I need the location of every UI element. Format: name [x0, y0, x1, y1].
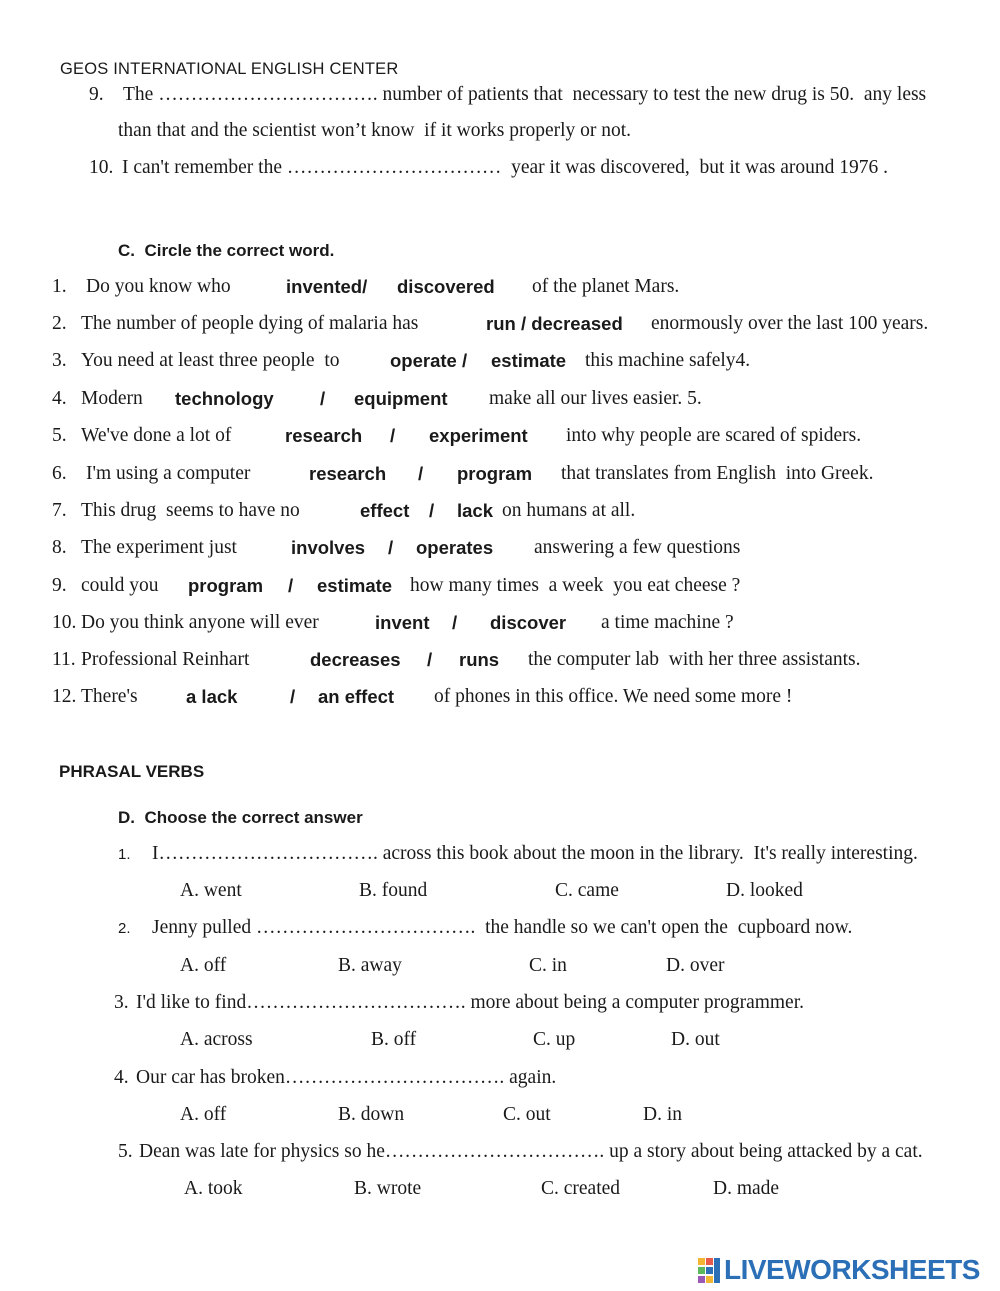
c-item-8-number: 8.: [52, 537, 67, 558]
c-item-10-rest: a time machine ?: [601, 612, 734, 633]
c-item-12-rest: of phones in this office. We need some more !: [434, 686, 793, 707]
c-item-4-option-a[interactable]: technology: [175, 388, 274, 409]
c-item-1-text: Do you know who: [86, 276, 231, 297]
d-question-1-number: 1.: [118, 846, 131, 863]
c-item-6-text: I'm using a computer: [86, 463, 251, 484]
d-question-5-option-d[interactable]: D. made: [713, 1178, 780, 1199]
c-item-5-rest: into why people are scared of spiders.: [566, 425, 862, 446]
c-item-8-option-a[interactable]: involves: [291, 537, 366, 558]
c-item-9-number: 9.: [52, 575, 67, 596]
c-item-7-rest: on humans at all.: [502, 500, 636, 521]
b-question-9-number: 9.: [89, 84, 104, 105]
c-item-9-separator: /: [288, 575, 294, 596]
d-question-4-option-c[interactable]: C. out: [503, 1104, 551, 1125]
c-item-10-option-a[interactable]: invent: [375, 612, 430, 633]
c-item-8-option-b[interactable]: operates: [416, 537, 494, 558]
c-item-3-rest: this machine safely4.: [585, 350, 751, 371]
c-item-12-text: There's: [81, 686, 138, 707]
c-item-12-separator: /: [290, 686, 296, 707]
c-item-1-rest: of the planet Mars.: [532, 276, 680, 297]
c-item-9-option-b[interactable]: estimate: [317, 575, 393, 596]
c-item-8-separator: /: [388, 537, 394, 558]
d-question-5-option-c[interactable]: C. created: [541, 1178, 621, 1199]
c-item-4-option-b[interactable]: equipment: [354, 388, 448, 409]
c-item-5-option-a[interactable]: research: [285, 425, 363, 446]
d-question-4-number: 4.: [114, 1067, 129, 1088]
c-item-10-option-b[interactable]: discover: [490, 612, 567, 633]
d-question-3-option-b[interactable]: B. off: [371, 1029, 417, 1050]
c-item-9-option-a[interactable]: program: [188, 575, 264, 596]
c-item-1-number: 1.: [52, 276, 67, 297]
b-question-10-text: I can't remember the …………………………… year it was discovered, but it was around 1976 .: [122, 157, 889, 178]
c-item-5-separator: /: [390, 425, 396, 446]
c-item-7-option-a[interactable]: effect: [360, 500, 410, 521]
c-item-2-rest: enormously over the last 100 years.: [651, 313, 929, 334]
d-question-1-option-d[interactable]: D. looked: [726, 880, 803, 901]
c-item-5-text: We've done a lot of: [81, 425, 232, 446]
c-item-4-number: 4.: [52, 388, 67, 409]
c-item-5-number: 5.: [52, 425, 67, 446]
d-question-4-text: Our car has broken……………………………. again.: [136, 1067, 557, 1088]
c-item-12-option-a[interactable]: a lack: [186, 686, 238, 707]
c-item-3-text: You need at least three people to: [81, 350, 340, 371]
d-question-3-text: I'd like to find……………………………. more about being a computer programmer.: [136, 992, 805, 1013]
c-item-3-option-b[interactable]: estimate: [491, 350, 567, 371]
c-item-6-option-a[interactable]: research: [309, 463, 387, 484]
c-item-12-option-b[interactable]: an effect: [318, 686, 395, 707]
c-item-11-option-a[interactable]: decreases: [310, 649, 401, 670]
c-item-7-separator: /: [429, 500, 435, 521]
c-item-11-option-b[interactable]: runs: [459, 649, 500, 670]
d-question-1-text: I……………………………. across this book about the moon in the library. It's really interesting.: [152, 843, 918, 864]
c-item-7-number: 7.: [52, 500, 67, 521]
d-question-2-option-c[interactable]: C. in: [529, 955, 567, 976]
c-item-12-number: 12.: [52, 686, 77, 707]
c-item-9-rest: how many times a week you eat cheese ?: [410, 575, 741, 596]
c-item-1-option-a[interactable]: invented/: [286, 276, 368, 297]
c-item-11-rest: the computer lab with her three assistants.: [528, 649, 861, 670]
liveworksheets-logo-text: LIVEWORKSHEETS: [724, 1254, 980, 1285]
c-item-4-rest: make all our lives easier. 5.: [489, 388, 702, 409]
d-question-4-option-a[interactable]: A. off: [180, 1104, 227, 1125]
c-item-6-option-b[interactable]: program: [457, 463, 533, 484]
section-c-title: C. Circle the correct word.: [118, 241, 335, 260]
d-question-2-text: Jenny pulled ……………………………. the handle so we can't open the cupboard now.: [152, 917, 853, 938]
d-question-1-option-c[interactable]: C. came: [555, 880, 619, 901]
d-question-3-option-a[interactable]: A. across: [180, 1029, 253, 1050]
d-question-2-option-a[interactable]: A. off: [180, 955, 227, 976]
phrasal-verbs-heading: PHRASAL VERBS: [59, 762, 205, 781]
d-question-3-number: 3.: [114, 992, 129, 1013]
d-question-4-option-b[interactable]: B. down: [338, 1104, 405, 1125]
b-question-10-number: 10.: [89, 157, 114, 178]
c-item-11-separator: /: [427, 649, 433, 670]
c-item-7-text: This drug seems to have no: [81, 500, 300, 521]
c-item-4-text: Modern: [81, 388, 143, 409]
d-question-5-number: 5.: [118, 1141, 133, 1162]
d-question-5-option-b[interactable]: B. wrote: [354, 1178, 422, 1199]
d-question-1-option-a[interactable]: A. went: [180, 880, 242, 901]
d-question-3-option-c[interactable]: C. up: [533, 1029, 576, 1050]
c-item-9-text: could you: [81, 575, 159, 596]
d-question-2-option-b[interactable]: B. away: [338, 955, 402, 976]
c-item-7-option-b[interactable]: lack: [457, 500, 494, 521]
d-question-1-option-b[interactable]: B. found: [359, 880, 428, 901]
c-item-10-number: 10.: [52, 612, 77, 633]
b-question-9-line1: The ……………………………. number of patients that necessary to test the new drug is 50. any less: [123, 84, 927, 105]
d-question-5-option-a[interactable]: A. took: [184, 1178, 243, 1199]
c-item-6-number: 6.: [52, 463, 67, 484]
d-question-5-text: Dean was late for physics so he……………………………. up a story about being attacked by a cat.: [139, 1141, 923, 1162]
c-item-5-option-b[interactable]: experiment: [429, 425, 528, 446]
c-item-6-separator: /: [418, 463, 424, 484]
liveworksheets-logo-icon: [698, 1258, 722, 1284]
c-item-1-option-b[interactable]: discovered: [397, 276, 495, 297]
c-item-2-options[interactable]: run / decreased: [486, 313, 623, 334]
center-name-header: GEOS INTERNATIONAL ENGLISH CENTER: [60, 60, 399, 78]
c-item-3-option-a[interactable]: operate /: [390, 350, 468, 371]
c-item-11-text: Professional Reinhart: [81, 649, 250, 670]
c-item-8-text: The experiment just: [81, 537, 237, 558]
d-question-2-option-d[interactable]: D. over: [666, 955, 725, 976]
b-question-9-line2: than that and the scientist won’t know if it works properly or not.: [118, 120, 632, 141]
c-item-2-number: 2.: [52, 313, 67, 334]
c-item-6-rest: that translates from English into Greek.: [561, 463, 874, 484]
section-d-title: D. Choose the correct answer: [118, 808, 363, 827]
c-item-3-number: 3.: [52, 350, 67, 371]
c-item-11-number: 11.: [52, 649, 76, 670]
c-item-2-text: The number of people dying of malaria has: [81, 313, 419, 334]
c-item-10-separator: /: [452, 612, 458, 633]
c-item-10-text: Do you think anyone will ever: [81, 612, 319, 633]
c-item-8-rest: answering a few questions: [534, 537, 741, 558]
d-question-4-option-d[interactable]: D. in: [643, 1104, 682, 1125]
d-question-3-option-d[interactable]: D. out: [671, 1029, 720, 1050]
c-item-4-separator: /: [320, 388, 326, 409]
d-question-2-number: 2.: [118, 920, 131, 937]
